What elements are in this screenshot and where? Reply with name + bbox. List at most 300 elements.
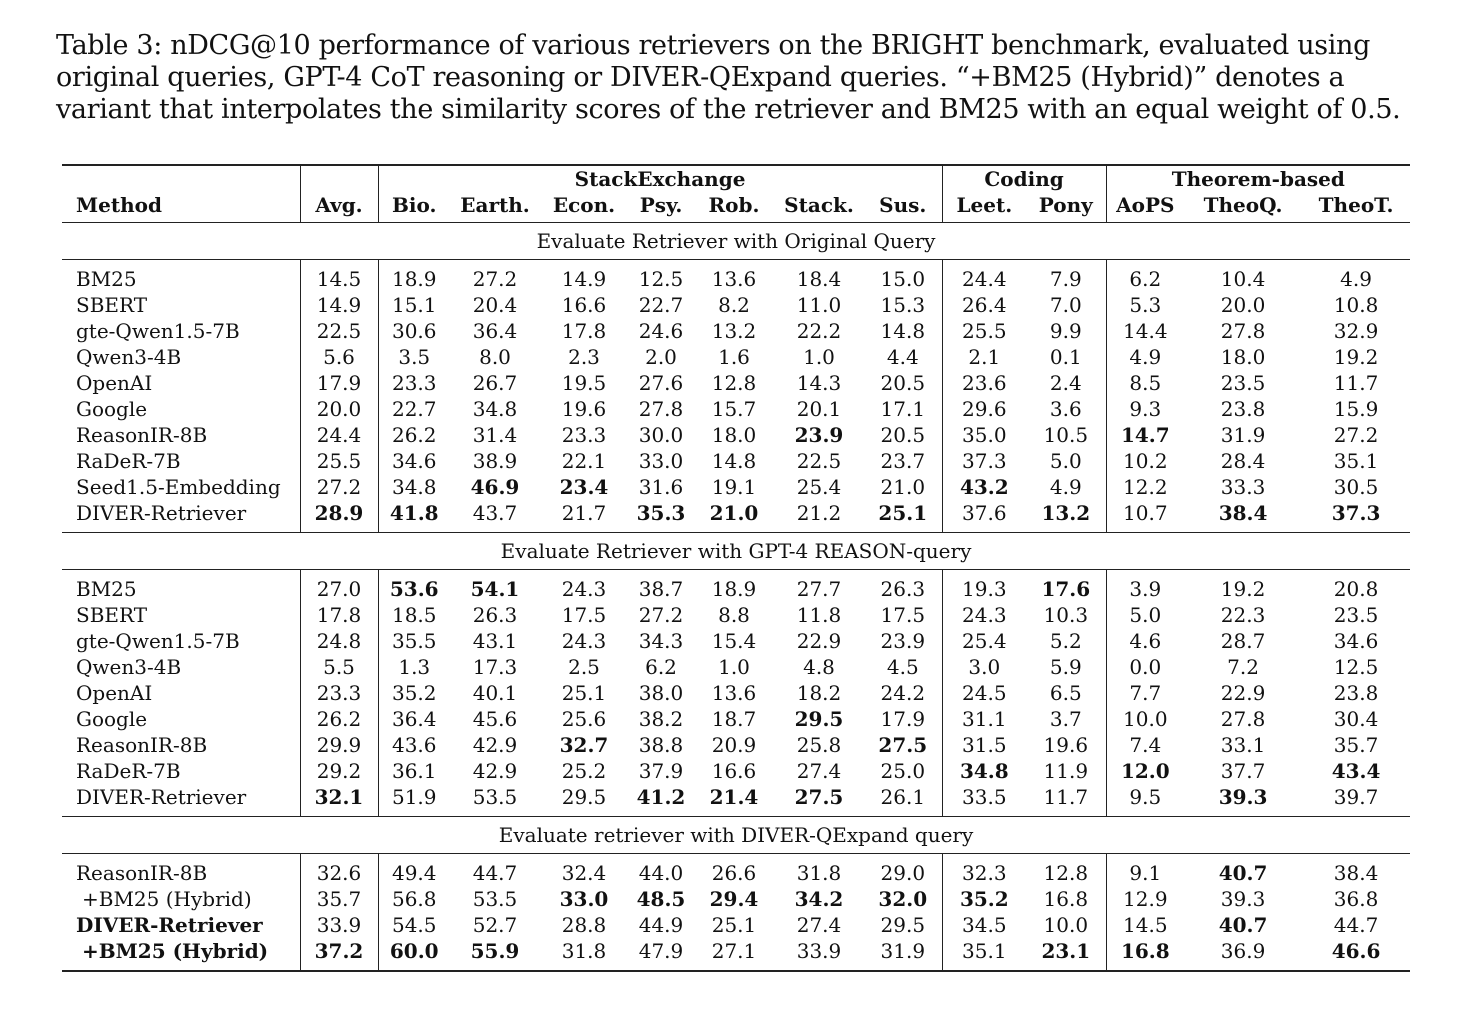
method-cell: gte-Qwen1.5-7B: [76, 319, 240, 343]
score-cell: 39.3: [1218, 785, 1268, 809]
score-cell: 24.3: [561, 577, 607, 601]
score-cell: 23.5: [1333, 603, 1379, 627]
score-cell: 15.9: [1333, 397, 1379, 421]
score-cell: 37.3: [1331, 501, 1381, 525]
score-cell: 46.6: [1302, 938, 1410, 971]
score-cell: 29.5: [880, 913, 926, 937]
score-cell: 11.7: [1333, 371, 1379, 395]
section-header: [62, 817, 1410, 854]
score-cell: 25.0: [880, 759, 926, 783]
score-cell: 21.7: [561, 501, 607, 525]
score-cell: 27.0: [300, 570, 378, 603]
score-cell: 36.4: [472, 319, 518, 343]
table-row: [62, 654, 1410, 680]
score-cell: 23.3: [378, 370, 450, 396]
column-header-row: [62, 192, 1410, 223]
table-row: [62, 474, 1410, 500]
score-cell: 31.9: [864, 938, 942, 971]
score-cell: 14.9: [300, 292, 378, 318]
score-cell: 30.6: [378, 318, 450, 344]
table-row: [62, 886, 1410, 912]
score-cell: 12.5: [638, 267, 684, 291]
score-cell: 25.4: [796, 475, 842, 499]
score-cell: 10.5: [1043, 423, 1089, 447]
score-cell: 13.2: [1041, 501, 1091, 525]
score-cell: 20.4: [472, 293, 518, 317]
score-cell: 25.1: [711, 913, 757, 937]
score-cell: 23.7: [880, 449, 926, 473]
score-cell: 9.9: [1049, 319, 1082, 343]
score-cell: 41.8: [378, 500, 450, 533]
score-cell: 24.2: [880, 681, 926, 705]
table-row: [62, 628, 1410, 654]
score-cell: 1.0: [803, 345, 835, 369]
method-cell: DIVER-Retriever: [76, 913, 263, 937]
score-cell: 52.7: [472, 913, 518, 937]
score-cell: 33.5: [942, 784, 1026, 817]
score-cell: 42.9: [472, 759, 518, 783]
score-cell: 4.9: [1106, 344, 1184, 370]
score-cell: 36.9: [1184, 938, 1302, 971]
score-cell: 11.8: [796, 603, 842, 627]
col-header-avg: Avg.: [300, 192, 378, 223]
col-header-earth: Earth.: [460, 193, 530, 217]
score-cell: 38.4: [1218, 501, 1268, 525]
score-cell: 2.5: [568, 655, 600, 679]
score-cell: 43.1: [472, 629, 518, 653]
section-header: [62, 533, 1410, 570]
score-cell: 12.8: [1043, 861, 1089, 885]
score-cell: 7.0: [1049, 293, 1082, 317]
score-cell: 9.1: [1106, 854, 1184, 887]
table-row: [62, 570, 1410, 603]
score-cell: 43.2: [942, 474, 1026, 500]
score-cell: 19.2: [1220, 577, 1266, 601]
table-caption: Table 3: nDCG@10 performance of various retrievers on the BRIGHT benchmark, evaluated using original queries, GPT-4 CoT reasoning or DIVER-QExpand queries. “+BM25 (Hybrid)” denotes a variant that interpolates the similarity scores of the retriever and BM25 with an equal weight of 0.5.: [56, 30, 1401, 125]
score-cell: 27.7: [796, 577, 842, 601]
score-cell: 10.4: [1220, 267, 1266, 291]
method-cell: BM25: [76, 267, 137, 291]
score-cell: 44.7: [472, 861, 518, 885]
score-cell: 7.7: [1106, 680, 1184, 706]
score-cell: 34.8: [378, 474, 450, 500]
score-cell: 26.4: [942, 292, 1026, 318]
score-cell: 49.4: [378, 854, 450, 887]
table-row: [62, 912, 1410, 938]
score-cell: 39.7: [1333, 785, 1379, 809]
score-cell: 4.8: [803, 655, 835, 679]
score-cell: 27.2: [638, 603, 684, 627]
score-cell: 31.5: [942, 732, 1026, 758]
score-cell: 14.7: [1106, 422, 1184, 448]
score-cell: 17.6: [1041, 577, 1091, 601]
score-cell: 51.9: [378, 784, 450, 817]
score-cell: 2.3: [568, 345, 600, 369]
score-cell: 14.8: [711, 449, 757, 473]
score-cell: 40.7: [1218, 861, 1268, 885]
score-cell: 12.2: [1106, 474, 1184, 500]
score-cell: 35.7: [1333, 733, 1379, 757]
score-cell: 16.8: [1106, 938, 1184, 971]
score-cell: 27.4: [796, 759, 842, 783]
score-cell: 23.9: [794, 423, 844, 447]
score-cell: 26.3: [472, 603, 518, 627]
score-cell: 19.6: [1043, 733, 1089, 757]
method-cell: BM25: [76, 577, 137, 601]
score-cell: 25.1: [561, 681, 607, 705]
table-row: [62, 680, 1410, 706]
score-cell: 23.6: [942, 370, 1026, 396]
score-cell: 14.5: [300, 260, 378, 293]
score-cell: 8.0: [479, 345, 511, 369]
score-cell: 26.2: [378, 422, 450, 448]
table-row: [62, 784, 1410, 817]
score-cell: 18.2: [796, 681, 842, 705]
score-cell: 5.6: [300, 344, 378, 370]
score-cell: 34.3: [638, 629, 684, 653]
col-header-bio: Bio.: [378, 192, 450, 223]
score-cell: 11.9: [1043, 759, 1089, 783]
score-cell: 18.9: [378, 260, 450, 293]
score-cell: 19.2: [1333, 345, 1379, 369]
results-table-container: [62, 164, 1410, 972]
score-cell: 27.6: [638, 371, 684, 395]
score-cell: 29.6: [942, 396, 1026, 422]
table-row: [62, 500, 1410, 533]
score-cell: 22.7: [638, 293, 684, 317]
score-cell: 37.3: [942, 448, 1026, 474]
score-cell: 35.5: [378, 628, 450, 654]
score-cell: 22.9: [1220, 681, 1266, 705]
col-header-stack: Stack.: [784, 193, 854, 217]
score-cell: 35.3: [636, 501, 686, 525]
score-cell: 6.5: [1049, 681, 1082, 705]
score-cell: 13.6: [711, 681, 757, 705]
col-header-leet: Leet.: [942, 192, 1026, 223]
score-cell: 15.1: [378, 292, 450, 318]
score-cell: 19.6: [561, 397, 607, 421]
score-cell: 26.7: [472, 371, 518, 395]
score-cell: 27.1: [694, 938, 774, 971]
table-row: [62, 292, 1410, 318]
score-cell: 9.5: [1106, 784, 1184, 817]
col-header-pony: Pony: [1038, 193, 1093, 217]
score-cell: 25.1: [878, 501, 928, 525]
score-cell: 17.3: [472, 655, 518, 679]
score-cell: 31.6: [638, 475, 684, 499]
score-cell: 1.0: [718, 655, 750, 679]
score-cell: 17.5: [561, 603, 607, 627]
score-cell: 8.8: [718, 603, 750, 627]
col-header-sus: Sus.: [879, 193, 927, 217]
score-cell: 27.4: [796, 913, 842, 937]
col-header-method: Method: [76, 193, 162, 217]
score-cell: 2.4: [1049, 371, 1082, 395]
score-cell: 33.9: [300, 912, 378, 938]
method-cell: ReasonIR-8B: [76, 423, 208, 447]
score-cell: 47.9: [628, 938, 694, 971]
score-cell: 10.2: [1106, 448, 1184, 474]
score-cell: 23.1: [1026, 938, 1106, 971]
score-cell: 44.9: [638, 913, 684, 937]
method-cell: OpenAI: [76, 681, 153, 705]
score-cell: 1.3: [378, 654, 450, 680]
score-cell: 32.3: [942, 854, 1026, 887]
score-cell: 32.1: [300, 784, 378, 817]
score-cell: 43.7: [472, 501, 518, 525]
score-cell: 4.5: [886, 655, 919, 679]
score-cell: 28.9: [300, 500, 378, 533]
score-cell: 44.0: [638, 861, 684, 885]
score-cell: 21.2: [796, 501, 842, 525]
col-header-aops: AoPS: [1106, 192, 1184, 223]
score-cell: 36.8: [1333, 887, 1379, 911]
score-cell: 16.6: [561, 293, 607, 317]
table-row: [62, 854, 1410, 887]
score-cell: 38.4: [1333, 861, 1379, 885]
score-cell: 27.2: [1333, 423, 1379, 447]
score-cell: 26.3: [880, 577, 926, 601]
score-cell: 19.1: [711, 475, 757, 499]
score-cell: 15.3: [880, 293, 926, 317]
method-cell: +BM25 (Hybrid): [82, 887, 252, 911]
score-cell: 35.1: [1333, 449, 1379, 473]
score-cell: 31.8: [796, 861, 842, 885]
score-cell: 30.5: [1333, 475, 1379, 499]
score-cell: 25.8: [796, 733, 842, 757]
table-row: [62, 706, 1410, 732]
group-header-row: [62, 165, 1410, 192]
score-cell: 3.5: [378, 344, 450, 370]
score-cell: 26.1: [880, 785, 926, 809]
score-cell: 20.1: [796, 397, 842, 421]
score-cell: 35.1: [942, 938, 1026, 971]
score-cell: 7.4: [1106, 732, 1184, 758]
score-cell: 4.9: [1049, 475, 1082, 499]
score-cell: 18.4: [796, 267, 842, 291]
method-cell: RaDeR-7B: [76, 449, 181, 473]
table-row: [62, 758, 1410, 784]
score-cell: 5.5: [300, 654, 378, 680]
score-cell: 17.9: [880, 707, 926, 731]
score-cell: 21.0: [880, 475, 926, 499]
score-cell: 24.4: [300, 422, 378, 448]
score-cell: 14.3: [796, 371, 842, 395]
score-cell: 43.4: [1331, 759, 1381, 783]
score-cell: 22.5: [796, 449, 842, 473]
score-cell: 44.7: [1333, 913, 1379, 937]
score-cell: 19.5: [561, 371, 607, 395]
score-cell: 32.0: [878, 887, 928, 911]
score-cell: 18.7: [711, 707, 757, 731]
score-cell: 12.9: [1106, 886, 1184, 912]
score-cell: 20.0: [1220, 293, 1266, 317]
score-cell: 24.3: [942, 602, 1026, 628]
score-cell: 11.0: [796, 293, 842, 317]
table-row: [62, 422, 1410, 448]
score-cell: 34.8: [942, 758, 1026, 784]
score-cell: 27.8: [1220, 707, 1266, 731]
score-cell: 0.0: [1106, 654, 1184, 680]
score-cell: 29.5: [794, 707, 844, 731]
score-cell: 27.5: [794, 785, 844, 809]
score-cell: 18.0: [1220, 345, 1266, 369]
method-cell: gte-Qwen1.5-7B: [76, 629, 240, 653]
score-cell: 29.9: [300, 732, 378, 758]
score-cell: 23.8: [1220, 397, 1266, 421]
table-row: [62, 602, 1410, 628]
score-cell: 53.5: [472, 785, 518, 809]
score-cell: 16.6: [711, 759, 757, 783]
score-cell: 9.3: [1106, 396, 1184, 422]
score-cell: 33.0: [638, 449, 684, 473]
score-cell: 35.0: [942, 422, 1026, 448]
score-cell: 22.7: [378, 396, 450, 422]
section-header: [62, 223, 1410, 260]
score-cell: 23.9: [880, 629, 926, 653]
score-cell: 10.8: [1333, 293, 1379, 317]
score-cell: 22.5: [300, 318, 378, 344]
score-cell: 20.5: [880, 371, 926, 395]
table-row: [62, 370, 1410, 396]
score-cell: 32.6: [300, 854, 378, 887]
score-cell: 17.8: [561, 319, 607, 343]
score-cell: 4.9: [1340, 267, 1372, 291]
score-cell: 34.6: [378, 448, 450, 474]
score-cell: 2.0: [645, 345, 677, 369]
method-cell: Google: [76, 397, 148, 421]
score-cell: 20.9: [711, 733, 757, 757]
score-cell: 33.9: [774, 938, 864, 971]
col-header-theoq: TheoQ.: [1203, 193, 1283, 217]
col-header-rob: Rob.: [708, 193, 760, 217]
score-cell: 34.8: [472, 397, 518, 421]
score-cell: 21.0: [709, 501, 759, 525]
score-cell: 25.5: [300, 448, 378, 474]
score-cell: 34.6: [1333, 629, 1379, 653]
score-cell: 33.1: [1220, 733, 1266, 757]
score-cell: 33.3: [1220, 475, 1266, 499]
score-cell: 16.8: [1043, 887, 1089, 911]
score-cell: 17.1: [880, 397, 926, 421]
score-cell: 10.0: [1043, 913, 1089, 937]
score-cell: 13.6: [711, 267, 757, 291]
score-cell: 27.5: [878, 733, 928, 757]
score-cell: 28.4: [1220, 449, 1266, 473]
score-cell: 24.6: [638, 319, 684, 343]
score-cell: 32.7: [559, 733, 609, 757]
score-cell: 26.2: [300, 706, 378, 732]
score-cell: 22.9: [796, 629, 842, 653]
score-cell: 1.6: [718, 345, 750, 369]
method-cell: Qwen3-4B: [76, 655, 182, 679]
method-cell: DIVER-Retriever: [76, 785, 247, 809]
score-cell: 3.6: [1049, 397, 1082, 421]
score-cell: 40.1: [472, 681, 518, 705]
score-cell: 25.5: [942, 318, 1026, 344]
score-cell: 20.0: [300, 396, 378, 422]
method-cell: Seed1.5-Embedding: [76, 475, 281, 499]
score-cell: 27.8: [638, 397, 684, 421]
table-row: [62, 344, 1410, 370]
score-cell: 37.7: [1220, 759, 1266, 783]
score-cell: 24.4: [942, 260, 1026, 293]
score-cell: 6.2: [1106, 260, 1184, 293]
score-cell: 7.2: [1227, 655, 1259, 679]
score-cell: 25.4: [942, 628, 1026, 654]
score-cell: 31.8: [540, 938, 628, 971]
score-cell: 40.7: [1218, 913, 1268, 937]
score-cell: 12.8: [711, 371, 757, 395]
score-cell: 31.4: [472, 423, 518, 447]
score-cell: 23.3: [561, 423, 607, 447]
score-cell: 22.1: [561, 449, 607, 473]
score-cell: 53.5: [472, 887, 518, 911]
score-cell: 30.4: [1333, 707, 1379, 731]
score-cell: 23.4: [559, 475, 609, 499]
method-cell: Google: [76, 707, 148, 731]
score-cell: 14.9: [561, 267, 607, 291]
score-cell: 38.9: [472, 449, 518, 473]
score-cell: 38.0: [638, 681, 684, 705]
score-cell: 46.9: [470, 475, 520, 499]
table-row: [62, 260, 1410, 293]
score-cell: 28.7: [1220, 629, 1266, 653]
score-cell: 43.6: [378, 732, 450, 758]
method-cell: RaDeR-7B: [76, 759, 181, 783]
score-cell: 19.3: [942, 570, 1026, 603]
score-cell: 31.9: [1220, 423, 1266, 447]
score-cell: 17.8: [300, 602, 378, 628]
score-cell: 36.1: [378, 758, 450, 784]
score-cell: 15.0: [880, 267, 926, 291]
score-cell: 12.5: [1333, 655, 1379, 679]
score-cell: 4.4: [886, 345, 919, 369]
score-cell: 30.0: [638, 423, 684, 447]
score-cell: 17.5: [880, 603, 926, 627]
score-cell: 27.2: [300, 474, 378, 500]
score-cell: 2.1: [942, 344, 1026, 370]
score-cell: 5.9: [1049, 655, 1082, 679]
score-cell: 26.6: [711, 861, 757, 885]
score-cell: 5.3: [1106, 292, 1184, 318]
results-table: [62, 164, 1410, 972]
score-cell: 38.2: [638, 707, 684, 731]
score-cell: 42.9: [472, 733, 518, 757]
section-title: Evaluate Retriever with GPT-4 REASON-query: [62, 533, 1410, 570]
group-coding: Coding: [942, 165, 1106, 192]
section-title: Evaluate retriever with DIVER-QExpand query: [62, 817, 1410, 854]
table-row: [62, 448, 1410, 474]
score-cell: 7.9: [1049, 267, 1082, 291]
table-row: [62, 938, 1410, 971]
score-cell: 5.2: [1049, 629, 1082, 653]
results-table-body: [62, 223, 1410, 972]
score-cell: 18.9: [711, 577, 757, 601]
method-cell: ReasonIR-8B: [76, 733, 208, 757]
score-cell: 31.1: [942, 706, 1026, 732]
score-cell: 56.8: [378, 886, 450, 912]
score-cell: 14.4: [1106, 318, 1184, 344]
score-cell: 37.9: [638, 759, 684, 783]
score-cell: 35.2: [378, 680, 450, 706]
score-cell: 14.8: [880, 319, 926, 343]
score-cell: 14.5: [1106, 912, 1184, 938]
score-cell: 21.4: [709, 785, 759, 809]
col-header-theot: TheoT.: [1318, 193, 1394, 217]
score-cell: 29.0: [880, 861, 926, 885]
method-cell: +BM25 (Hybrid): [62, 938, 300, 971]
